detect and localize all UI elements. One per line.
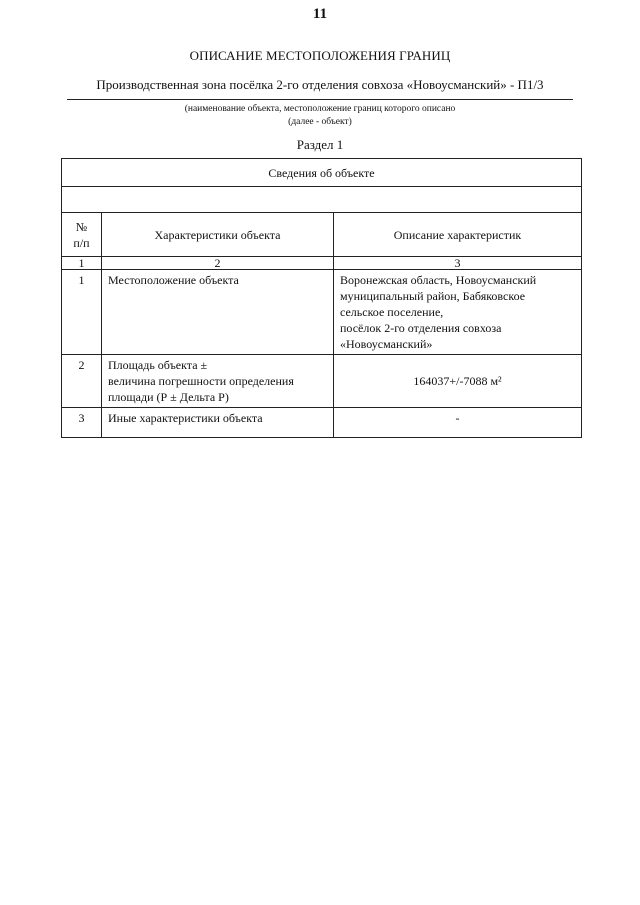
document-title: ОПИСАНИЕ МЕСТОПОЛОЖЕНИЯ ГРАНИЦ bbox=[189, 48, 451, 63]
row-num: 3 bbox=[62, 408, 102, 438]
table-row bbox=[62, 408, 582, 438]
object-info-table bbox=[61, 158, 582, 438]
object-name-underline bbox=[67, 99, 573, 100]
row-characteristic: Площадь объекта ± величина погрешности определения площади (Р ± Дельта Р) bbox=[102, 355, 334, 408]
header-description: Описание характеристик bbox=[334, 213, 582, 257]
section-label: Раздел 1 bbox=[296, 137, 344, 152]
header-characteristic: Характеристики объекта bbox=[102, 213, 334, 257]
row-description: 164037+/-7088 м² bbox=[334, 355, 582, 408]
table-spacer-row bbox=[62, 187, 582, 213]
row-num: 2 bbox=[62, 355, 102, 408]
table-title: Сведения об объекте bbox=[62, 159, 582, 187]
table-row bbox=[62, 270, 582, 355]
table-header-row bbox=[62, 213, 582, 257]
table-title-row bbox=[62, 159, 582, 187]
row-characteristic: Местоположение объекта bbox=[102, 270, 334, 355]
column-number-3: 3 bbox=[334, 257, 582, 270]
caption-line-2: (далее - объект) bbox=[288, 117, 352, 127]
caption-line-1: (наименование объекта, местоположение границ которого описано bbox=[184, 104, 456, 114]
table-row bbox=[62, 355, 582, 408]
column-number-1: 1 bbox=[62, 257, 102, 270]
row-num: 1 bbox=[62, 270, 102, 355]
table-spacer-cell bbox=[62, 187, 582, 213]
object-name-caption bbox=[60, 103, 580, 129]
object-name: Производственная зона посёлка 2-го отделения совхоза «Новоусманский» - П1/3 bbox=[96, 77, 544, 92]
row-description: - bbox=[334, 408, 582, 438]
page-number: 11 bbox=[312, 6, 328, 22]
column-number-2: 2 bbox=[102, 257, 334, 270]
row-characteristic: Иные характеристики объекта bbox=[102, 408, 334, 438]
column-number-row bbox=[62, 257, 582, 270]
row-description: Воронежская область, Новоусманский муниципальный район, Бабяковское сельское поселение, посёлок 2-го отделения совхоза «Новоусманский» bbox=[334, 270, 582, 355]
header-num: № п/п bbox=[62, 213, 102, 257]
